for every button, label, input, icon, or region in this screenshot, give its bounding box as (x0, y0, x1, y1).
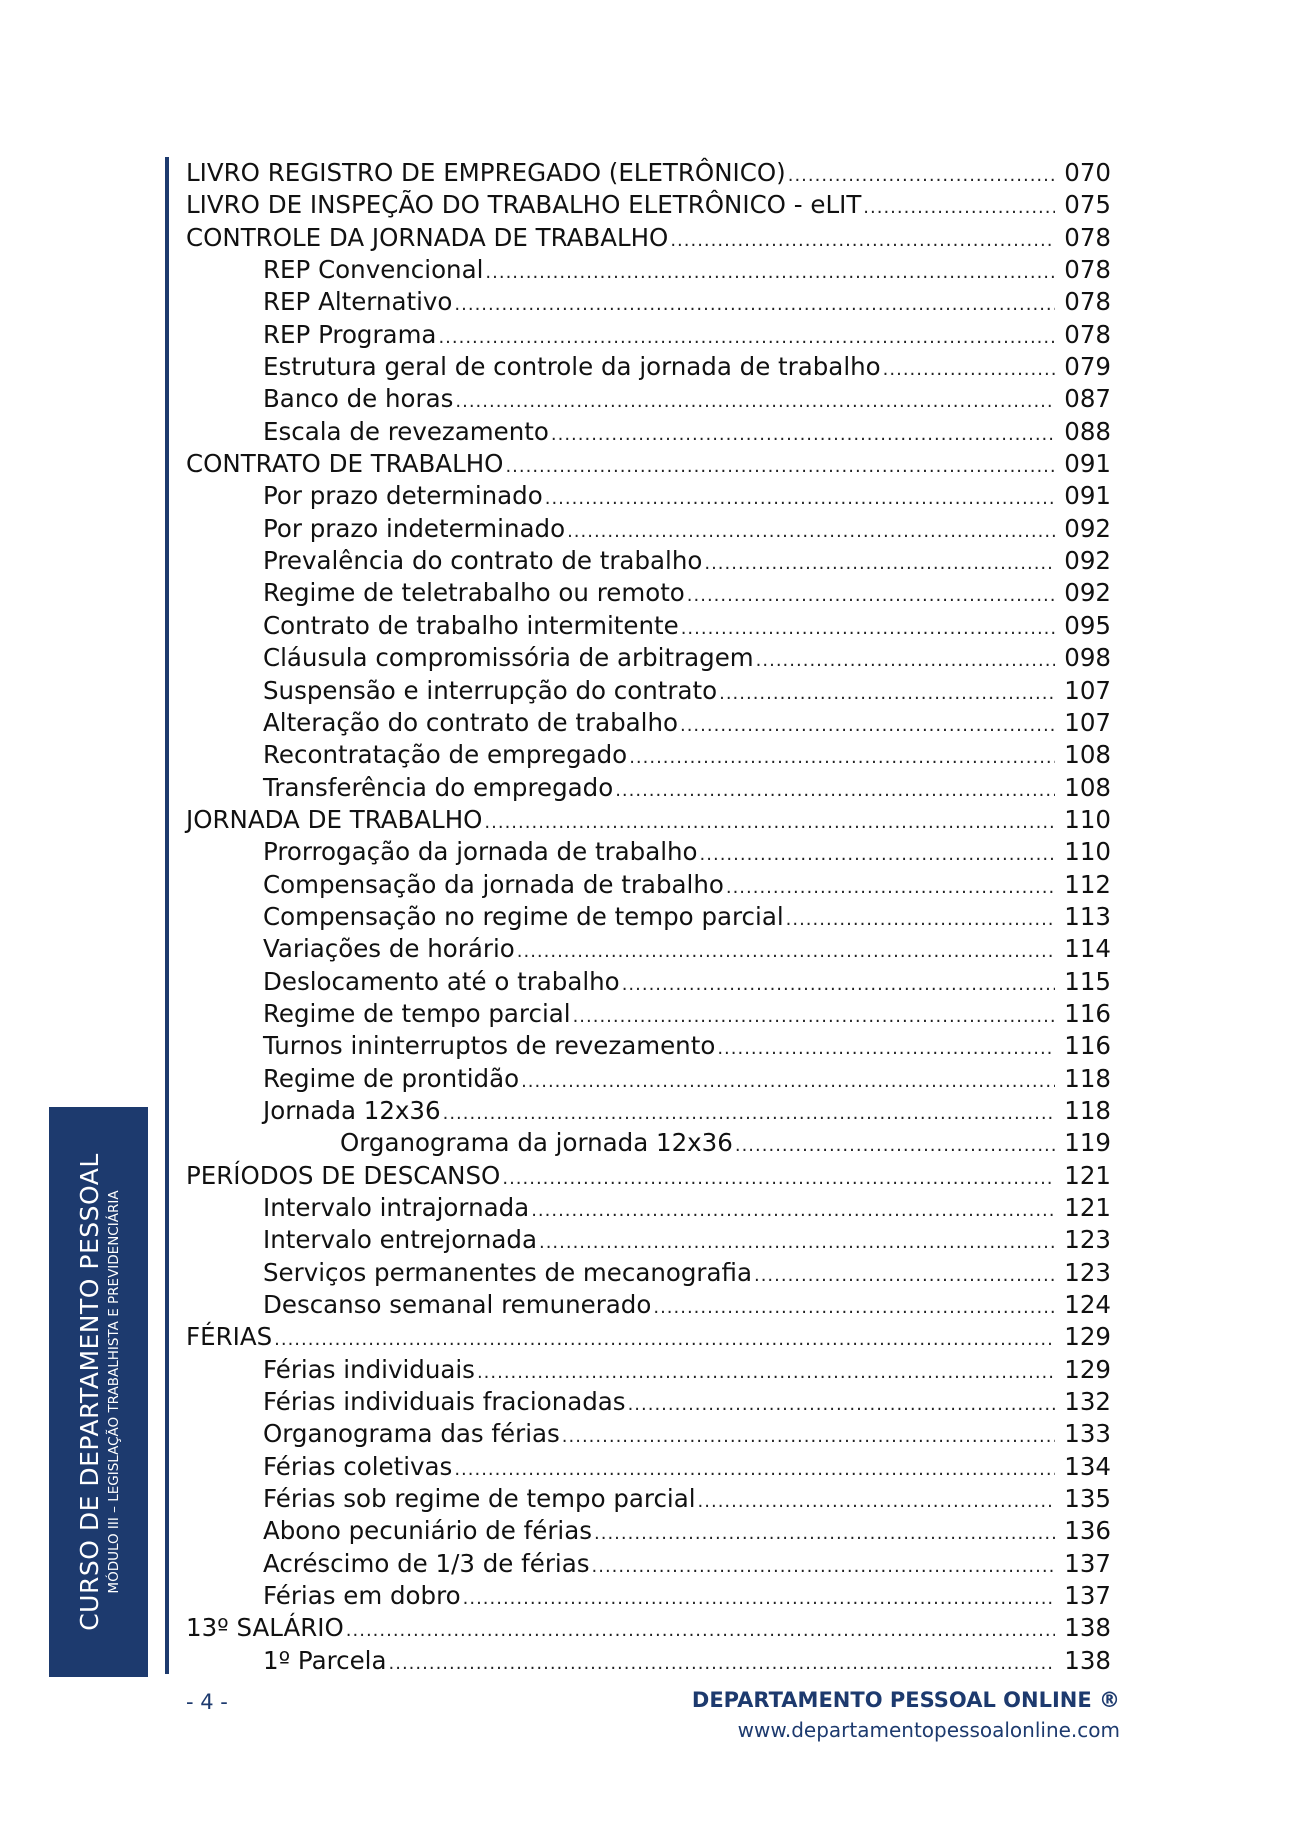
toc-entry-page: 137 (1064, 1548, 1111, 1578)
toc-dot-leader (502, 1163, 1055, 1195)
toc-entry[interactable] (186, 157, 1111, 189)
toc-dot-leader (786, 904, 1055, 936)
toc-dot-leader (573, 1001, 1055, 1033)
toc-entry[interactable] (186, 1418, 1111, 1450)
toc-entry-page: 129 (1064, 1322, 1111, 1352)
toc-entry-label: LIVRO REGISTRO DE EMPREGADO (ELETRÔNICO) (186, 158, 786, 187)
toc-entry-label: REP Programa (263, 319, 437, 349)
toc-entry-page: 119 (1064, 1128, 1111, 1158)
toc-dot-leader (704, 548, 1055, 580)
toc-entry-page: 115 (1064, 966, 1111, 996)
toc-entry-page: 121 (1064, 1160, 1111, 1190)
side-banner-text (75, 1112, 123, 1672)
toc-entry[interactable] (186, 1612, 1111, 1644)
toc-entry-label: Compensação da jornada de trabalho (263, 869, 724, 899)
toc-entry-page: 091 (1064, 481, 1111, 511)
toc-entry[interactable] (186, 772, 1111, 804)
toc-dot-leader (698, 1486, 1055, 1518)
toc-entry-label: Jornada 12x36 (263, 1095, 441, 1125)
toc-entry-label: Regime de prontidão (263, 1063, 520, 1093)
toc-entry-label: Regime de tempo parcial (263, 998, 571, 1028)
toc-entry-label: Férias coletivas (263, 1451, 453, 1481)
toc-entry[interactable] (186, 901, 1111, 933)
toc-entry[interactable] (186, 1160, 1111, 1192)
toc-entry-page: 132 (1064, 1387, 1111, 1417)
toc-entry-page: 092 (1064, 546, 1111, 576)
toc-entry-page: 113 (1064, 901, 1111, 931)
toc-entry[interactable] (186, 254, 1111, 286)
toc-dot-leader (438, 322, 1055, 354)
toc-dot-leader (531, 1195, 1055, 1227)
toc-entry[interactable] (186, 610, 1111, 642)
toc-dot-leader (700, 839, 1055, 871)
toc-entry-label: REP Convencional (263, 255, 484, 285)
toc-entry-page: 138 (1064, 1613, 1111, 1643)
toc-entry-label: FÉRIAS (186, 1322, 273, 1352)
toc-entry[interactable] (186, 577, 1111, 609)
toc-entry[interactable] (186, 966, 1111, 998)
toc-entry[interactable] (186, 739, 1111, 771)
toc-entry-page: 133 (1064, 1419, 1111, 1449)
toc-dot-leader (454, 289, 1055, 321)
toc-dot-leader (717, 1033, 1055, 1065)
table-of-contents (186, 157, 1111, 1677)
toc-dot-leader (615, 775, 1055, 807)
toc-entry[interactable] (186, 1645, 1111, 1677)
toc-entry-page: 078 (1064, 255, 1111, 285)
toc-dot-leader (463, 1583, 1055, 1615)
toc-entry[interactable] (186, 804, 1111, 836)
page-number: - 4 - (186, 1690, 228, 1714)
toc-entry[interactable] (186, 545, 1111, 577)
toc-entry-page: 108 (1064, 740, 1111, 770)
toc-dot-leader (628, 1389, 1055, 1421)
toc-entry-label: Organograma das férias (263, 1419, 560, 1449)
toc-entry[interactable] (186, 1580, 1111, 1612)
toc-dot-leader (863, 192, 1055, 224)
toc-dot-leader (629, 742, 1055, 774)
toc-entry[interactable] (186, 189, 1111, 221)
toc-dot-leader (681, 613, 1055, 645)
toc-entry-page: 110 (1064, 804, 1111, 834)
toc-dot-leader (594, 1518, 1055, 1550)
toc-entry[interactable] (186, 707, 1111, 739)
toc-entry-page: 121 (1064, 1193, 1111, 1222)
module-subtitle: MÓDULO III – LEGISLAÇÃO TRABALHISTA E PREVIDENCIÁRIA (105, 1190, 122, 1594)
toc-vertical-rule (165, 157, 169, 1674)
toc-entry-label: CONTRATO DE TRABALHO (186, 449, 504, 479)
toc-entry-label: Abono pecuniário de férias (263, 1516, 593, 1546)
toc-entry[interactable] (186, 1063, 1111, 1095)
toc-entry[interactable] (186, 836, 1111, 868)
toc-entry-label: Por prazo indeterminado (263, 513, 566, 543)
toc-dot-leader (551, 419, 1055, 451)
toc-entry[interactable] (186, 319, 1111, 351)
toc-entry[interactable] (186, 513, 1111, 545)
toc-entry-page: 123 (1064, 1257, 1111, 1287)
toc-entry-label: 1º Parcela (263, 1645, 387, 1675)
toc-entry-label: CONTROLE DA JORNADA DE TRABALHO (186, 222, 669, 252)
toc-entry[interactable] (186, 1451, 1111, 1483)
toc-entry[interactable] (186, 933, 1111, 965)
toc-dot-leader (622, 969, 1055, 1001)
toc-entry[interactable] (186, 869, 1111, 901)
toc-entry-label: Escala de revezamento (263, 416, 549, 446)
toc-entry-page: 092 (1064, 578, 1111, 608)
toc-entry-page: 129 (1064, 1354, 1111, 1384)
toc-entry[interactable] (186, 1095, 1111, 1127)
toc-entry[interactable] (186, 1030, 1111, 1062)
toc-dot-leader (562, 1421, 1055, 1453)
toc-entry-page: 134 (1064, 1451, 1111, 1481)
toc-entry-page: 118 (1064, 1095, 1111, 1125)
toc-dot-leader (346, 1615, 1055, 1647)
toc-entry-page: 116 (1064, 998, 1111, 1028)
toc-entry-page: 078 (1064, 222, 1111, 252)
toc-entry-page: 116 (1064, 1031, 1111, 1061)
toc-dot-leader (443, 1098, 1055, 1130)
toc-dot-leader (389, 1648, 1055, 1680)
toc-entry-label: Organograma da jornada 12x36 (340, 1128, 733, 1158)
toc-entry-page: 135 (1064, 1484, 1111, 1514)
toc-entry-page: 079 (1064, 352, 1111, 382)
toc-entry[interactable] (186, 998, 1111, 1030)
toc-entry-page: 123 (1064, 1225, 1111, 1255)
toc-entry[interactable] (186, 448, 1111, 480)
toc-dot-leader (477, 1357, 1055, 1389)
toc-entry-label: Alteração do contrato de trabalho (263, 707, 678, 737)
toc-entry[interactable] (186, 480, 1111, 512)
toc-entry[interactable] (186, 1386, 1111, 1418)
toc-entry-label: Contrato de trabalho intermitente (263, 610, 679, 640)
toc-entry-label: Transferência do empregado (263, 772, 614, 802)
toc-dot-leader (455, 386, 1055, 418)
toc-entry-label: Descanso semanal remunerado (263, 1290, 652, 1320)
toc-dot-leader (539, 1227, 1055, 1259)
toc-dot-leader (592, 1551, 1056, 1583)
toc-entry-label: Banco de horas (263, 384, 454, 414)
toc-entry-label: LIVRO DE INSPEÇÃO DO TRABALHO ELETRÔNICO - eLIT (186, 190, 862, 220)
toc-entry-page: 087 (1064, 384, 1111, 414)
toc-entry-label: Recontratação de empregado (263, 740, 628, 770)
toc-entry[interactable] (186, 1321, 1111, 1353)
toc-entry[interactable] (186, 1289, 1111, 1321)
toc-entry-label: Serviços permanentes de mecanografia (263, 1257, 752, 1287)
toc-entry-page: 124 (1064, 1290, 1111, 1320)
side-banner (49, 1107, 148, 1677)
toc-entry-label: Intervalo intrajornada (263, 1193, 530, 1222)
toc-entry-page: 114 (1064, 934, 1111, 964)
toc-dot-leader (754, 1260, 1055, 1292)
toc-entry-label: REP Alternativo (263, 287, 453, 317)
toc-entry-label: Estrutura geral de controle da jornada de trabalho (263, 352, 881, 382)
toc-dot-leader (517, 936, 1055, 968)
toc-entry-page: 136 (1064, 1516, 1111, 1546)
toc-entry[interactable] (186, 1515, 1111, 1547)
toc-entry-page: 078 (1064, 319, 1111, 349)
toc-dot-leader (670, 225, 1055, 257)
toc-entry-page: 092 (1064, 513, 1111, 543)
toc-entry[interactable] (186, 416, 1111, 448)
toc-dot-leader (545, 483, 1055, 515)
toc-entry-label: Férias individuais (263, 1354, 475, 1384)
toc-dot-leader (454, 1454, 1055, 1486)
toc-entry-page: 095 (1064, 610, 1111, 640)
toc-entry-page: 088 (1064, 416, 1111, 446)
toc-entry-page: 107 (1064, 707, 1111, 737)
toc-entry[interactable] (186, 222, 1111, 254)
toc-entry-page: 118 (1064, 1063, 1111, 1093)
toc-entry-page: 138 (1064, 1645, 1111, 1675)
toc-entry-label: Prorrogação da jornada de trabalho (263, 837, 698, 867)
course-title: CURSO DE DEPARTAMENTO PESSOAL (74, 1153, 104, 1631)
toc-entry-label: PERÍODOS DE DESCANSO (186, 1160, 501, 1190)
toc-entry-page: 078 (1064, 287, 1111, 317)
toc-entry[interactable] (186, 675, 1111, 707)
toc-entry-page: 070 (1064, 158, 1111, 187)
toc-dot-leader (687, 580, 1055, 612)
toc-entry[interactable] (186, 1354, 1111, 1386)
toc-entry-label: Compensação no regime de tempo parcial (263, 901, 784, 931)
toc-entry-label: Férias individuais fracionadas (263, 1387, 626, 1417)
toc-dot-leader (756, 645, 1055, 677)
toc-entry-page: 110 (1064, 837, 1111, 867)
toc-entry-label: Cláusula compromissória de arbitragem (263, 643, 754, 673)
toc-entry[interactable] (186, 351, 1111, 383)
toc-entry-label: Férias em dobro (263, 1581, 461, 1611)
toc-entry-label: Regime de teletrabalho ou remoto (263, 578, 685, 608)
toc-entry-label: JORNADA DE TRABALHO (186, 804, 483, 834)
toc-dot-leader (735, 1130, 1055, 1162)
toc-dot-leader (485, 257, 1055, 289)
toc-entry-label: Prevalência do contrato de trabalho (263, 546, 703, 576)
toc-dot-leader (653, 1292, 1055, 1324)
toc-entry-page: 108 (1064, 772, 1111, 802)
toc-entry[interactable] (186, 1483, 1111, 1515)
toc-entry-page: 137 (1064, 1581, 1111, 1611)
toc-entry-page: 107 (1064, 675, 1111, 705)
toc-entry-label: Variações de horário (263, 934, 515, 964)
toc-entry[interactable] (186, 383, 1111, 415)
toc-entry[interactable] (186, 1224, 1111, 1256)
toc-entry-label: 13º SALÁRIO (186, 1613, 344, 1643)
toc-entry-page: 091 (1064, 449, 1111, 479)
toc-entry-page: 112 (1064, 869, 1111, 899)
toc-entry-label: Férias sob regime de tempo parcial (263, 1484, 696, 1514)
toc-entry-label: Turnos ininterruptos de revezamento (263, 1031, 716, 1061)
toc-entry-label: Intervalo entrejornada (263, 1225, 537, 1255)
toc-entry[interactable] (186, 286, 1111, 318)
footer-url[interactable]: www.departamentopessoalonline.com (737, 1718, 1120, 1742)
toc-dot-leader (274, 1324, 1055, 1356)
toc-entry[interactable] (186, 1127, 1111, 1159)
toc-dot-leader (505, 451, 1055, 483)
toc-entry-label: Suspensão e interrupção do contrato (263, 675, 718, 705)
toc-entry-label: Por prazo determinado (263, 481, 543, 511)
toc-dot-leader (726, 872, 1055, 904)
toc-dot-leader (883, 354, 1055, 386)
toc-entry-label: Deslocamento até o trabalho (263, 966, 620, 996)
toc-entry[interactable] (186, 1548, 1111, 1580)
toc-dot-leader (567, 516, 1055, 548)
toc-dot-leader (484, 807, 1055, 839)
footer-brand: DEPARTAMENTO PESSOAL ONLINE ® (691, 1688, 1120, 1712)
toc-entry-label: Acréscimo de 1/3 de férias (263, 1548, 590, 1578)
toc-entry[interactable] (186, 642, 1111, 674)
toc-entry-page: 098 (1064, 643, 1111, 673)
toc-entry[interactable] (186, 1257, 1111, 1289)
toc-dot-leader (788, 160, 1055, 192)
toc-dot-leader (521, 1066, 1055, 1098)
toc-entry[interactable] (186, 1192, 1111, 1224)
toc-entry-page: 075 (1064, 190, 1111, 220)
toc-dot-leader (719, 678, 1055, 710)
toc-dot-leader (680, 710, 1055, 742)
